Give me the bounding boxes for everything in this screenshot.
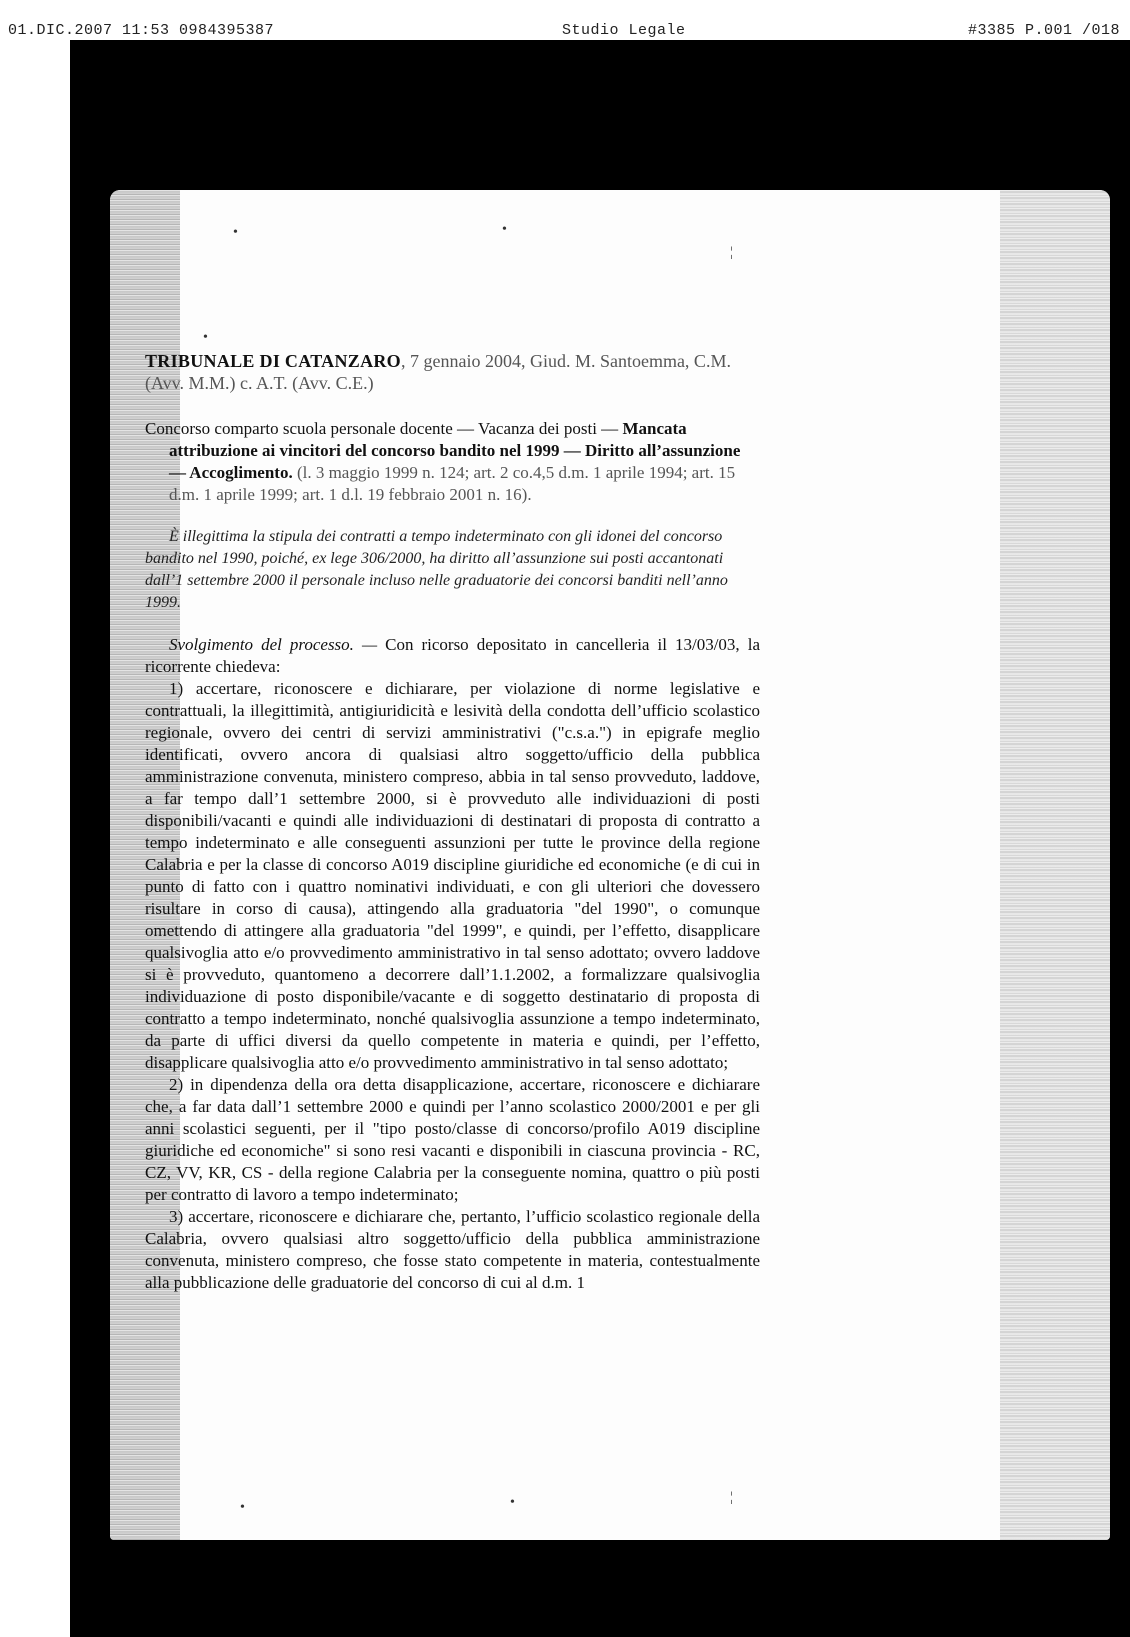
case-heading (145, 350, 760, 394)
keywords-first-line: Concorso comparto scuola personale docente — Vacanza dei posti — (145, 419, 619, 438)
legal-maxim: È illegittima la stipula dei contratti a tempo indeterminato con gli idonei del concorso bandito nel 1990, poiché, ex lege 306/2000, ha diritto all’assunzione sui posti accantonati dall’1 settembre 2000 il personale incluso nelle graduatorie dei concorsi banditi nell’anno 1999. (145, 528, 728, 611)
proceedings-intro (145, 634, 760, 678)
fax-header-right: #3385 P.001 /018 (967, 22, 1120, 39)
claim-paragraph-3: 3) accertare, riconoscere e dichiarare che, pertanto, l’ufficio scolastico regionale della Calabria, ovvero qualsiasi altro soggetto/ufficio della pubblica amministrazione convenuta, ministero compreso, che fosse stato competente in materia, contestualmente alla pubblicazione delle graduatorie del concorso di cui al d.m. 1 (145, 1207, 760, 1292)
fax-header-center: Studio Legale (562, 22, 686, 39)
keywords-bold: Mancata attribuzione ai vincitori del concorso bandito nel 1999 — Diritto all’assunzione — Accoglimento. (169, 419, 741, 482)
proceedings-intro-text: Con ricorso depositato in cancelleria il 13/03/03, la ricorrente chiedeva: (145, 635, 760, 676)
keywords-references: (l. 3 maggio 1999 n. 124; art. 2 co.4,5 d.m. 1 aprile 1994; art. 15 d.m. 1 aprile 1999; art. 1 d.l. 19 febbraio 2001 n. 16). (169, 463, 736, 504)
keywords-block (145, 418, 760, 506)
page-edge-shadow-right (1000, 190, 1110, 1540)
document-body (145, 350, 760, 1294)
claim-paragraph-1: 1) accertare, riconoscere e dichiarare, per violazione di norme legislative e contrattuali, la illegittimità, antigiuridicità e lesività della condotta dell’ufficio scolastico regionale, ovvero dei centri di servizi amministrativi ("c.s.a.") in epigrafe meglio identificati, ovvero ancora di qualsiasi altro soggetto/ufficio della pubblica amministrazione convenuta, ministero compreso, abbia in tal senso provveduto, laddove, a far tempo dall’1 settembre 2000, si è provveduto alle individuazioni di posti disponibili/vacanti e quindi alle individuazioni di destinatari di proposta di contratto a tempo indeterminato e alle conseguenti assunzioni per tutte le province della regione Calabria e per la classe di concorso A019 discipline giuridiche ed economiche (e di cui in punto di fatto con i quattro nominativi individuati, e con gli ulteriori che dovessero risultare in corso di causa), attingendo alla graduatoria "del 1990", o comunque omettendo di attingere alla graduatoria "del 1999", e quindi, per l’effetto, disapplicare qualsivoglia atto e/o provvedimento amministrativo in tal senso adottato; ovvero laddove si è provveduto, quantomeno a decorrere dall’1.1.2002, a formalizzare qualsivoglia individuazione di posto disponibile/vacante e di soggetto destinatario di proposta di contratto a tempo indeterminato, nonché qualsivoglia assunzione a tempo indeterminato, da parte di uffici diversi da quello competente in materia e quindi, per l’effetto, disapplicare qualsivoglia atto e/o provvedimento amministrativo in tal senso adottato; (145, 679, 760, 1072)
fax-header-left: 01.DIC.2007 11:53 0984395387 (8, 22, 275, 39)
case-parties: , 7 gennaio 2004, Giud. M. Santoemma, C.M. (Avv. M.M.) c. A.T. (Avv. C.E.) (145, 351, 731, 393)
fax-header (0, 0, 1130, 40)
claim-paragraph-2: 2) in dipendenza della ora detta disapplicazione, accertare, riconoscere e dichiarare che, a far data dall’1 settembre 2000 e quindi per l’anno scolastico 2000/2001 e per gli anni scolastici seguenti, per il "tipo posto/classe di concorso/profilo A019 discipline giuridiche ed economiche" si sono resi vacanti e disponibili in ciascuna provincia - RC, CZ, VV, KR, CS - della regione Calabria per la conseguente nomina, quattro o più posti per contratto di lavoro a tempo indeterminato; (145, 1075, 760, 1204)
scanned-page: • • ¦ • ¦ • • (110, 190, 1110, 1540)
proceedings-lead-in: Svolgimento del processo. — (169, 635, 378, 654)
court-name: TRIBUNALE DI CATANZARO (145, 351, 401, 371)
